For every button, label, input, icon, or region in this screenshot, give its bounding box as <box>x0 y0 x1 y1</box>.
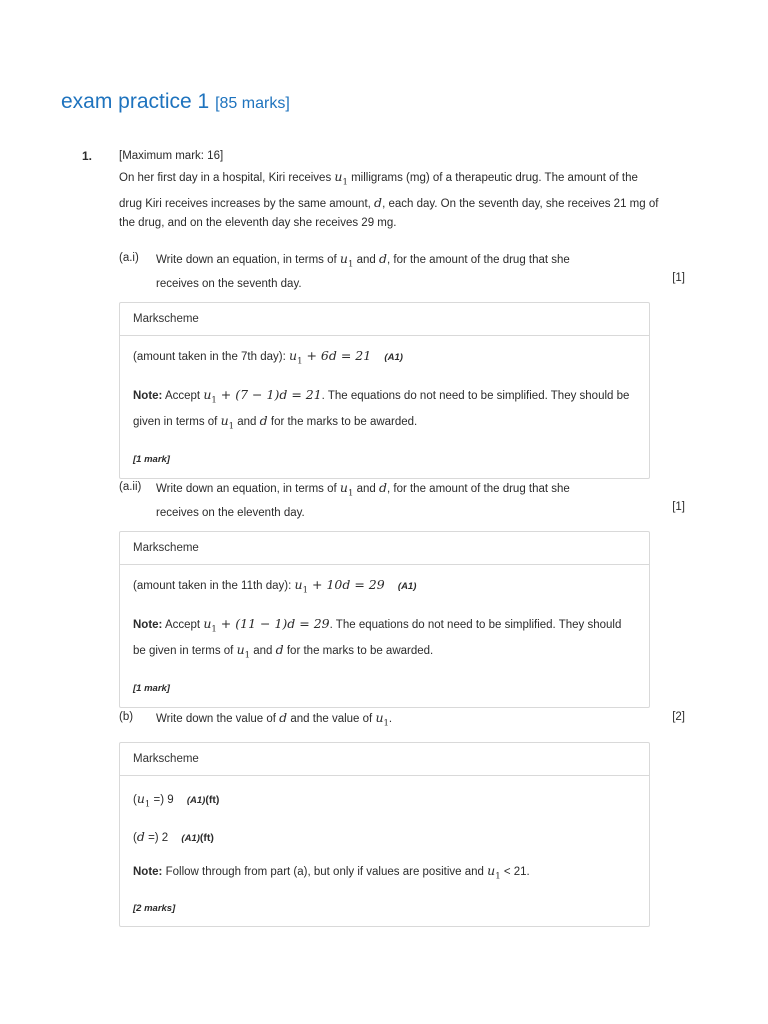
note-text: Accept <box>164 390 201 403</box>
note-text: and <box>237 416 257 429</box>
total-mark-text: [1 mark] <box>133 683 170 695</box>
math-d: d <box>136 829 145 845</box>
question-number: 1. <box>82 149 93 163</box>
markscheme-header: Markscheme <box>120 743 649 776</box>
note-math: $u_1 + (7 - 1)d = 21$ <box>203 387 322 406</box>
note-line <box>133 385 636 437</box>
part-question <box>156 708 596 734</box>
part-label: (b) <box>119 711 134 723</box>
stem-text-3: , each day. On the seventh day, she receives 21 mg of the drug, and on the eleventh day she receives 29 mg. <box>119 197 659 230</box>
part-label: (a.i) <box>119 252 139 264</box>
part-text: and the value of <box>290 713 373 725</box>
math-d: d <box>378 251 387 266</box>
stem-text-1: On her first day in a hospital, Kiri receives <box>119 171 332 184</box>
markscheme-box <box>119 742 650 927</box>
math-u1: $u_1$ <box>220 413 235 432</box>
math-d: d <box>279 710 288 725</box>
part-text: Write down an equation, in terms of <box>156 254 337 266</box>
part-text: Write down an equation, in terms of <box>156 483 337 495</box>
answer-math: $u_1 + 6d = 21$ <box>289 348 372 367</box>
part-text: , for the amount of the drug that she receives on the eleventh day. <box>156 483 570 520</box>
part-b <box>119 708 687 734</box>
note-label: Note: <box>133 865 163 878</box>
math-d: d <box>374 194 383 210</box>
ft-annotation: (ft) <box>199 832 214 845</box>
max-mark: [Maximum mark: 16] <box>119 150 224 162</box>
answer-line: ($u_1$ =) 9 (A1)(ft) <box>133 791 220 810</box>
mark-annotation: (A1) <box>397 581 417 592</box>
markscheme-body <box>120 336 649 478</box>
note-line <box>133 614 636 666</box>
total-mark <box>133 679 636 699</box>
answer-text: (amount taken in the 11th day): <box>133 580 292 592</box>
note-text: for the marks to be awarded. <box>270 416 418 429</box>
math-u1: $u_1$ <box>339 251 354 270</box>
title-text: exam practice 1 <box>61 90 210 113</box>
part-label: (a.ii) <box>119 481 142 493</box>
note-text: . The equations do not need to be simplified. They should be given in terms of <box>133 619 622 658</box>
page-title <box>61 90 290 114</box>
note-label: Note: <box>133 619 163 632</box>
total-mark-text: [2 marks] <box>133 902 176 914</box>
part-marks: [1] <box>672 500 685 513</box>
answer-value: =) 9 <box>153 794 174 806</box>
part-text: , for the amount of the drug that she receives on the seventh day. <box>156 254 570 291</box>
answer-line <box>133 346 636 372</box>
math-d: d <box>378 480 387 495</box>
ft-annotation: (ft) <box>205 794 220 806</box>
note-text: and <box>253 645 273 658</box>
part-marks: [1] <box>672 271 685 284</box>
markscheme-header: Markscheme <box>120 532 649 565</box>
answer-line <box>133 575 636 601</box>
note-text: < 21. <box>503 865 530 878</box>
markscheme-box <box>119 302 650 479</box>
stem-text-2: milligrams (mg) of a therapeutic drug. The amount of the drug Kiri receives increases by the same amount, <box>119 171 638 210</box>
part-marks: [2] <box>672 711 685 723</box>
markscheme-box <box>119 531 650 708</box>
title-marks: [85 marks] <box>215 95 290 112</box>
markscheme-header: Markscheme <box>120 303 649 336</box>
markscheme-body <box>120 776 649 926</box>
part-text: and <box>356 254 376 266</box>
math-u1: $u_1$ <box>487 862 501 882</box>
math-u1: $u_1$ <box>339 480 354 499</box>
part-question <box>156 478 596 524</box>
total-mark <box>133 899 636 919</box>
math-u1: $u_1$ <box>375 710 389 729</box>
total-mark-text: [1 mark] <box>133 454 170 466</box>
math-d: d <box>259 413 268 429</box>
note-math: $u_1 + (11 - 1)d = 29$ <box>203 616 330 635</box>
part-text: . <box>388 713 393 725</box>
note-text: Accept <box>164 619 201 632</box>
mark-annotation: (A1) <box>186 795 206 806</box>
math-u-symbol: u <box>334 168 343 184</box>
mark-annotation: (A1) <box>384 352 403 363</box>
note-line <box>133 861 636 887</box>
mark-annotation: (A1) <box>181 833 200 845</box>
part-a-ii <box>119 478 687 524</box>
question-stem <box>119 147 659 234</box>
part-a-i <box>119 249 687 295</box>
answer-line: (d =) 2 (A1)(ft) <box>133 829 214 845</box>
part-question <box>156 249 596 295</box>
answer-math: $u_1 + 10d = 29$ <box>294 577 385 596</box>
note-text: . The equations do not need to be simplified. They should be given in terms of <box>133 390 630 429</box>
math-u1: $u_1$ <box>236 642 251 661</box>
answer-text: (amount taken in the 7th day): <box>133 351 286 363</box>
note-text: for the marks to be awarded. <box>286 645 434 658</box>
math-d: d <box>275 642 284 658</box>
math-u1: $u_1$ <box>334 168 348 188</box>
markscheme-body <box>120 565 649 707</box>
total-mark <box>133 450 636 470</box>
part-text: and <box>356 483 376 495</box>
math-u1: $u_1$ <box>136 791 151 810</box>
note-label: Note: <box>133 390 163 403</box>
part-text: Write down the value of <box>156 713 276 725</box>
answer-value: =) 2 <box>148 832 169 845</box>
note-text: Follow through from part (a), but only if values are positive and <box>165 865 484 878</box>
